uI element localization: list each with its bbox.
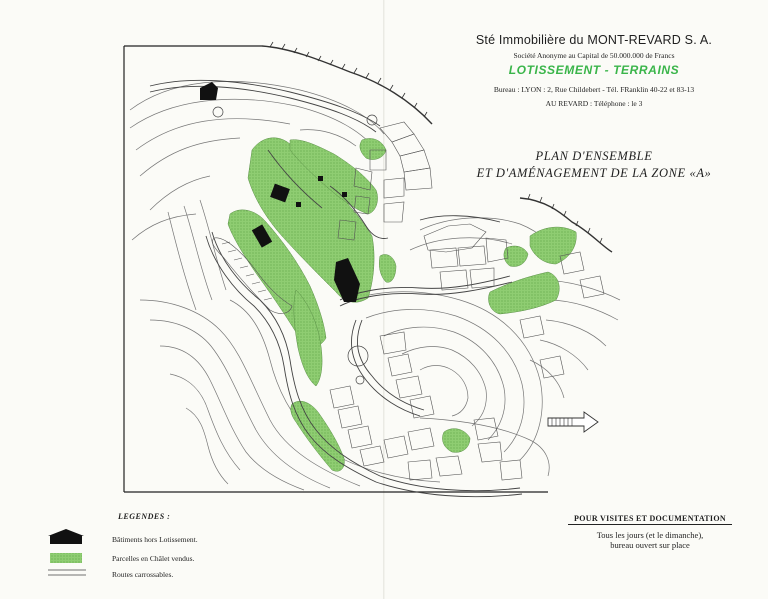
- parcel-southwest: [291, 401, 345, 471]
- visits-text: [568, 530, 732, 550]
- plan-title-line2: ET D'AMÉNAGEMENT DE LA ZONE «A»: [476, 166, 712, 180]
- visits-line2: bureau ouvert sur place: [610, 540, 690, 550]
- parcel-east-ridge: [488, 272, 559, 314]
- visits-title: POUR VISITES ET DOCUMENTATION: [568, 514, 732, 525]
- legend-item-roads: Routes carrossables.: [112, 570, 174, 579]
- parcel-mid-small: [360, 138, 386, 159]
- company-name: Sté Immobilière du MONT-REVARD S. A.: [475, 33, 713, 47]
- plan-title-line1: PLAN D'ENSEMBLE: [535, 149, 653, 163]
- legend-green-swatch: [50, 553, 82, 563]
- bureau-address: Bureau : LYON : 2, Rue Childebert - Tél. FRanklin 40-22 et 83-13: [493, 85, 695, 94]
- legend-item-buildings: Bâtiments hors Lotissement.: [112, 535, 198, 544]
- parcel-south-small: [442, 429, 470, 453]
- legend-item-parcels: Parcelles en Châlet vendus.: [112, 554, 195, 563]
- parcel-east-top: [530, 227, 576, 264]
- building-hut: [200, 82, 218, 100]
- company-capital: Société Anonyme au Capital de 50.000.000 de Francs: [513, 51, 675, 60]
- legend-title: LEGENDES :: [118, 512, 171, 521]
- legend-building-icon: [48, 529, 84, 544]
- building-f: [296, 202, 301, 207]
- legend-road-icon: [48, 570, 86, 575]
- project-title: LOTISSEMENT - TERRAINS: [508, 63, 680, 77]
- revard-phone: AU REVARD : Téléphone : le 3: [545, 99, 643, 108]
- direction-arrow: [548, 412, 598, 432]
- parcel-center-strip: [379, 254, 396, 282]
- building-d: [318, 176, 323, 181]
- building-e: [342, 192, 347, 197]
- visits-line1: Tous les jours (et le dimanche),: [596, 530, 704, 540]
